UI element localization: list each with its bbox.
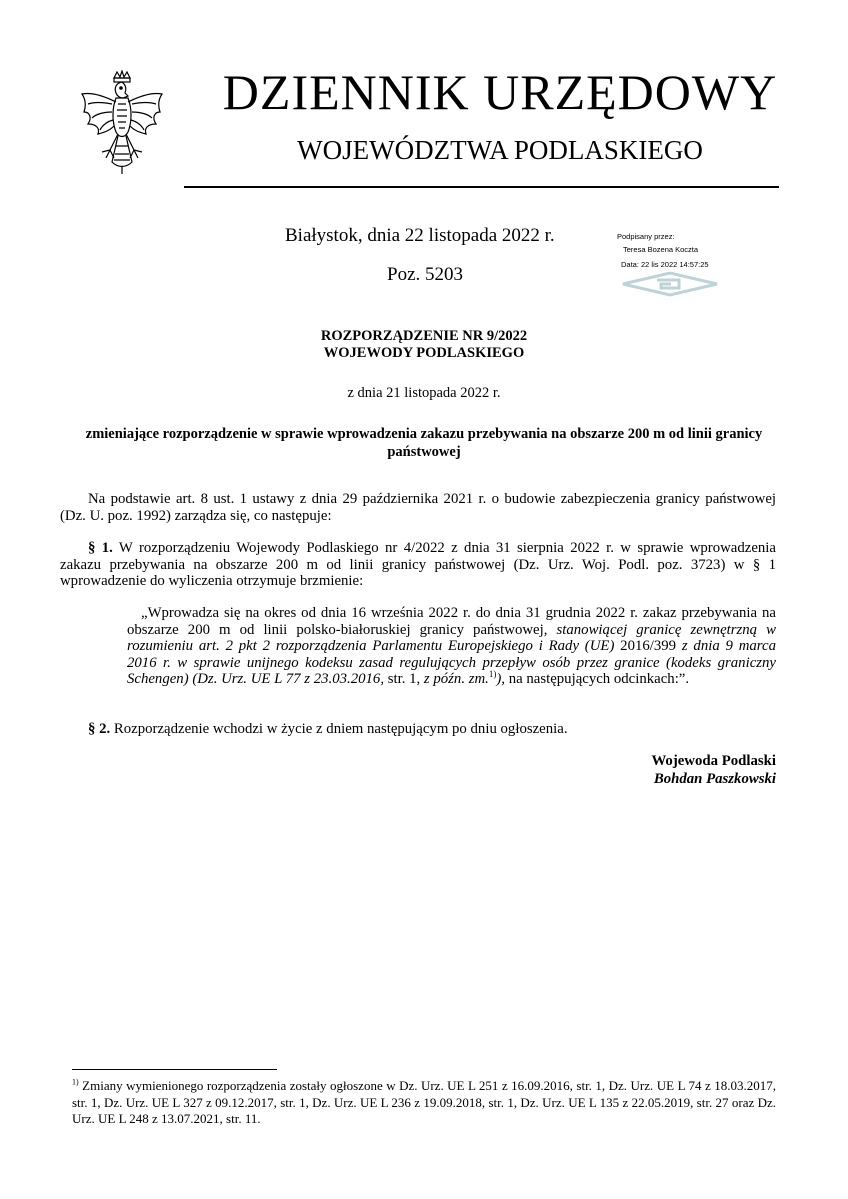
- section-2-paragraph: [60, 721, 776, 738]
- signatory-name: Bohdan Paszkowski: [653, 771, 776, 787]
- quote-part-f: z późn. zm.: [420, 671, 489, 687]
- section-2-label: § 2.: [88, 721, 111, 737]
- signature-label: Podpisany przez:: [617, 232, 675, 241]
- amendment-quote: [127, 605, 776, 688]
- footnote: [72, 1078, 776, 1128]
- quote-part-c: 2016/399: [614, 638, 677, 654]
- act-date: z dnia 21 listopada 2022 r.: [347, 385, 501, 401]
- act-issuer: WOJEWODY PODLASKIEGO: [323, 345, 525, 361]
- footnote-reference: 1): [488, 669, 497, 680]
- quote-part-d: z dnia 9 marca 2016 r. w sprawie unijnego kodeksu zasad regulujących przepływ osób przez granice (kodeks graniczny Schengen) (Dz. Urz. UE L 77 z 23.03.2016,: [127, 638, 776, 687]
- signatory-office: Wojewoda Podlaski: [651, 753, 776, 769]
- section-1-paragraph: [60, 540, 776, 590]
- quote-part-h: na następujących odcinkach:”.: [505, 671, 690, 687]
- signature-signer: Teresa Bozena Koczta: [623, 245, 699, 254]
- position-number: Poz. 5203: [387, 264, 463, 285]
- quote-part-a: „Wprowadza się na okres od dnia 16 września 2022 r. do dnia 31 grudnia 2022 r. zakaz przebywania na obszarze 200 m od linii polsko-białoruskiej granicy państwowej,: [127, 605, 776, 638]
- section-1-text: W rozporządzeniu Wojewody Podlaskiego nr 4/2022 z dnia 31 sierpnia 2022 r. w sprawie wprowadzenia zakazu przebywania na obszarze 200 m od linii granicy państwowej (Dz. Urz. Woj. Podl. poz. 3723) w § 1 wprowadzenie do wyliczenia otrzymuje brzmienie:: [60, 540, 776, 589]
- section-1-label: § 1.: [88, 540, 113, 556]
- quote-part-b: stanowiącej granicę zewnętrzną w rozumieniu art. 2 pkt 2 rozporządzenia Parlamentu Europejskiego i Rady (UE): [127, 621, 776, 654]
- act-subject: zmieniające rozporządzenie w sprawie wprowadzenia zakazu przebywania na obszarze 200 m od linii granicy państwowej: [85, 426, 763, 460]
- preamble-paragraph: [60, 491, 776, 524]
- signature-date: Data: 22 lis 2022 14:57:25: [621, 260, 709, 269]
- act-title: ROZPORZĄDZENIE NR 9/2022: [320, 328, 528, 344]
- quote-part-g: ),: [496, 671, 506, 687]
- footnote-text: Zmiany wymienionego rozporządzenia zostały ogłoszone w Dz. Urz. UE L 251 z 16.09.2016, str. 1, Dz. Urz. UE L 74 z 18.03.2017, str. 1, Dz. Urz. UE L 327 z 09.12.2017, str. 1, Dz. Urz. UE L 236 z 19.09.2018, str. 1, Dz. Urz. UE L 135 z 22.05.2019, str. 27 oraz Dz. Urz. UE L 248 z 13.07.2021, str. 11.: [72, 1078, 776, 1126]
- white-eagle-emblem-icon: [76, 70, 168, 178]
- gazette-subtitle: WOJEWÓDZTWA PODLASKIEGO: [297, 135, 703, 165]
- gazette-title: DZIENNIK URZĘDOWY: [222, 64, 778, 120]
- preamble-text: Na podstawie art. 8 ust. 1 ustawy z dnia 29 października 2021 r. o budowie zabezpieczenia granicy państwowej (Dz. U. poz. 1992) zarządza się, co następuje:: [60, 491, 776, 524]
- masthead-divider: [184, 186, 779, 188]
- section-2-text: Rozporządzenie wchodzi w życie z dniem następującym po dniu ogłoszenia.: [110, 721, 568, 737]
- signature-mark-icon: [617, 271, 723, 297]
- place-and-date: Białystok, dnia 22 listopada 2022 r.: [285, 225, 555, 246]
- quote-part-e: str. 1,: [384, 671, 421, 687]
- footnote-marker: 1): [72, 1077, 79, 1087]
- footnote-divider: [72, 1069, 277, 1070]
